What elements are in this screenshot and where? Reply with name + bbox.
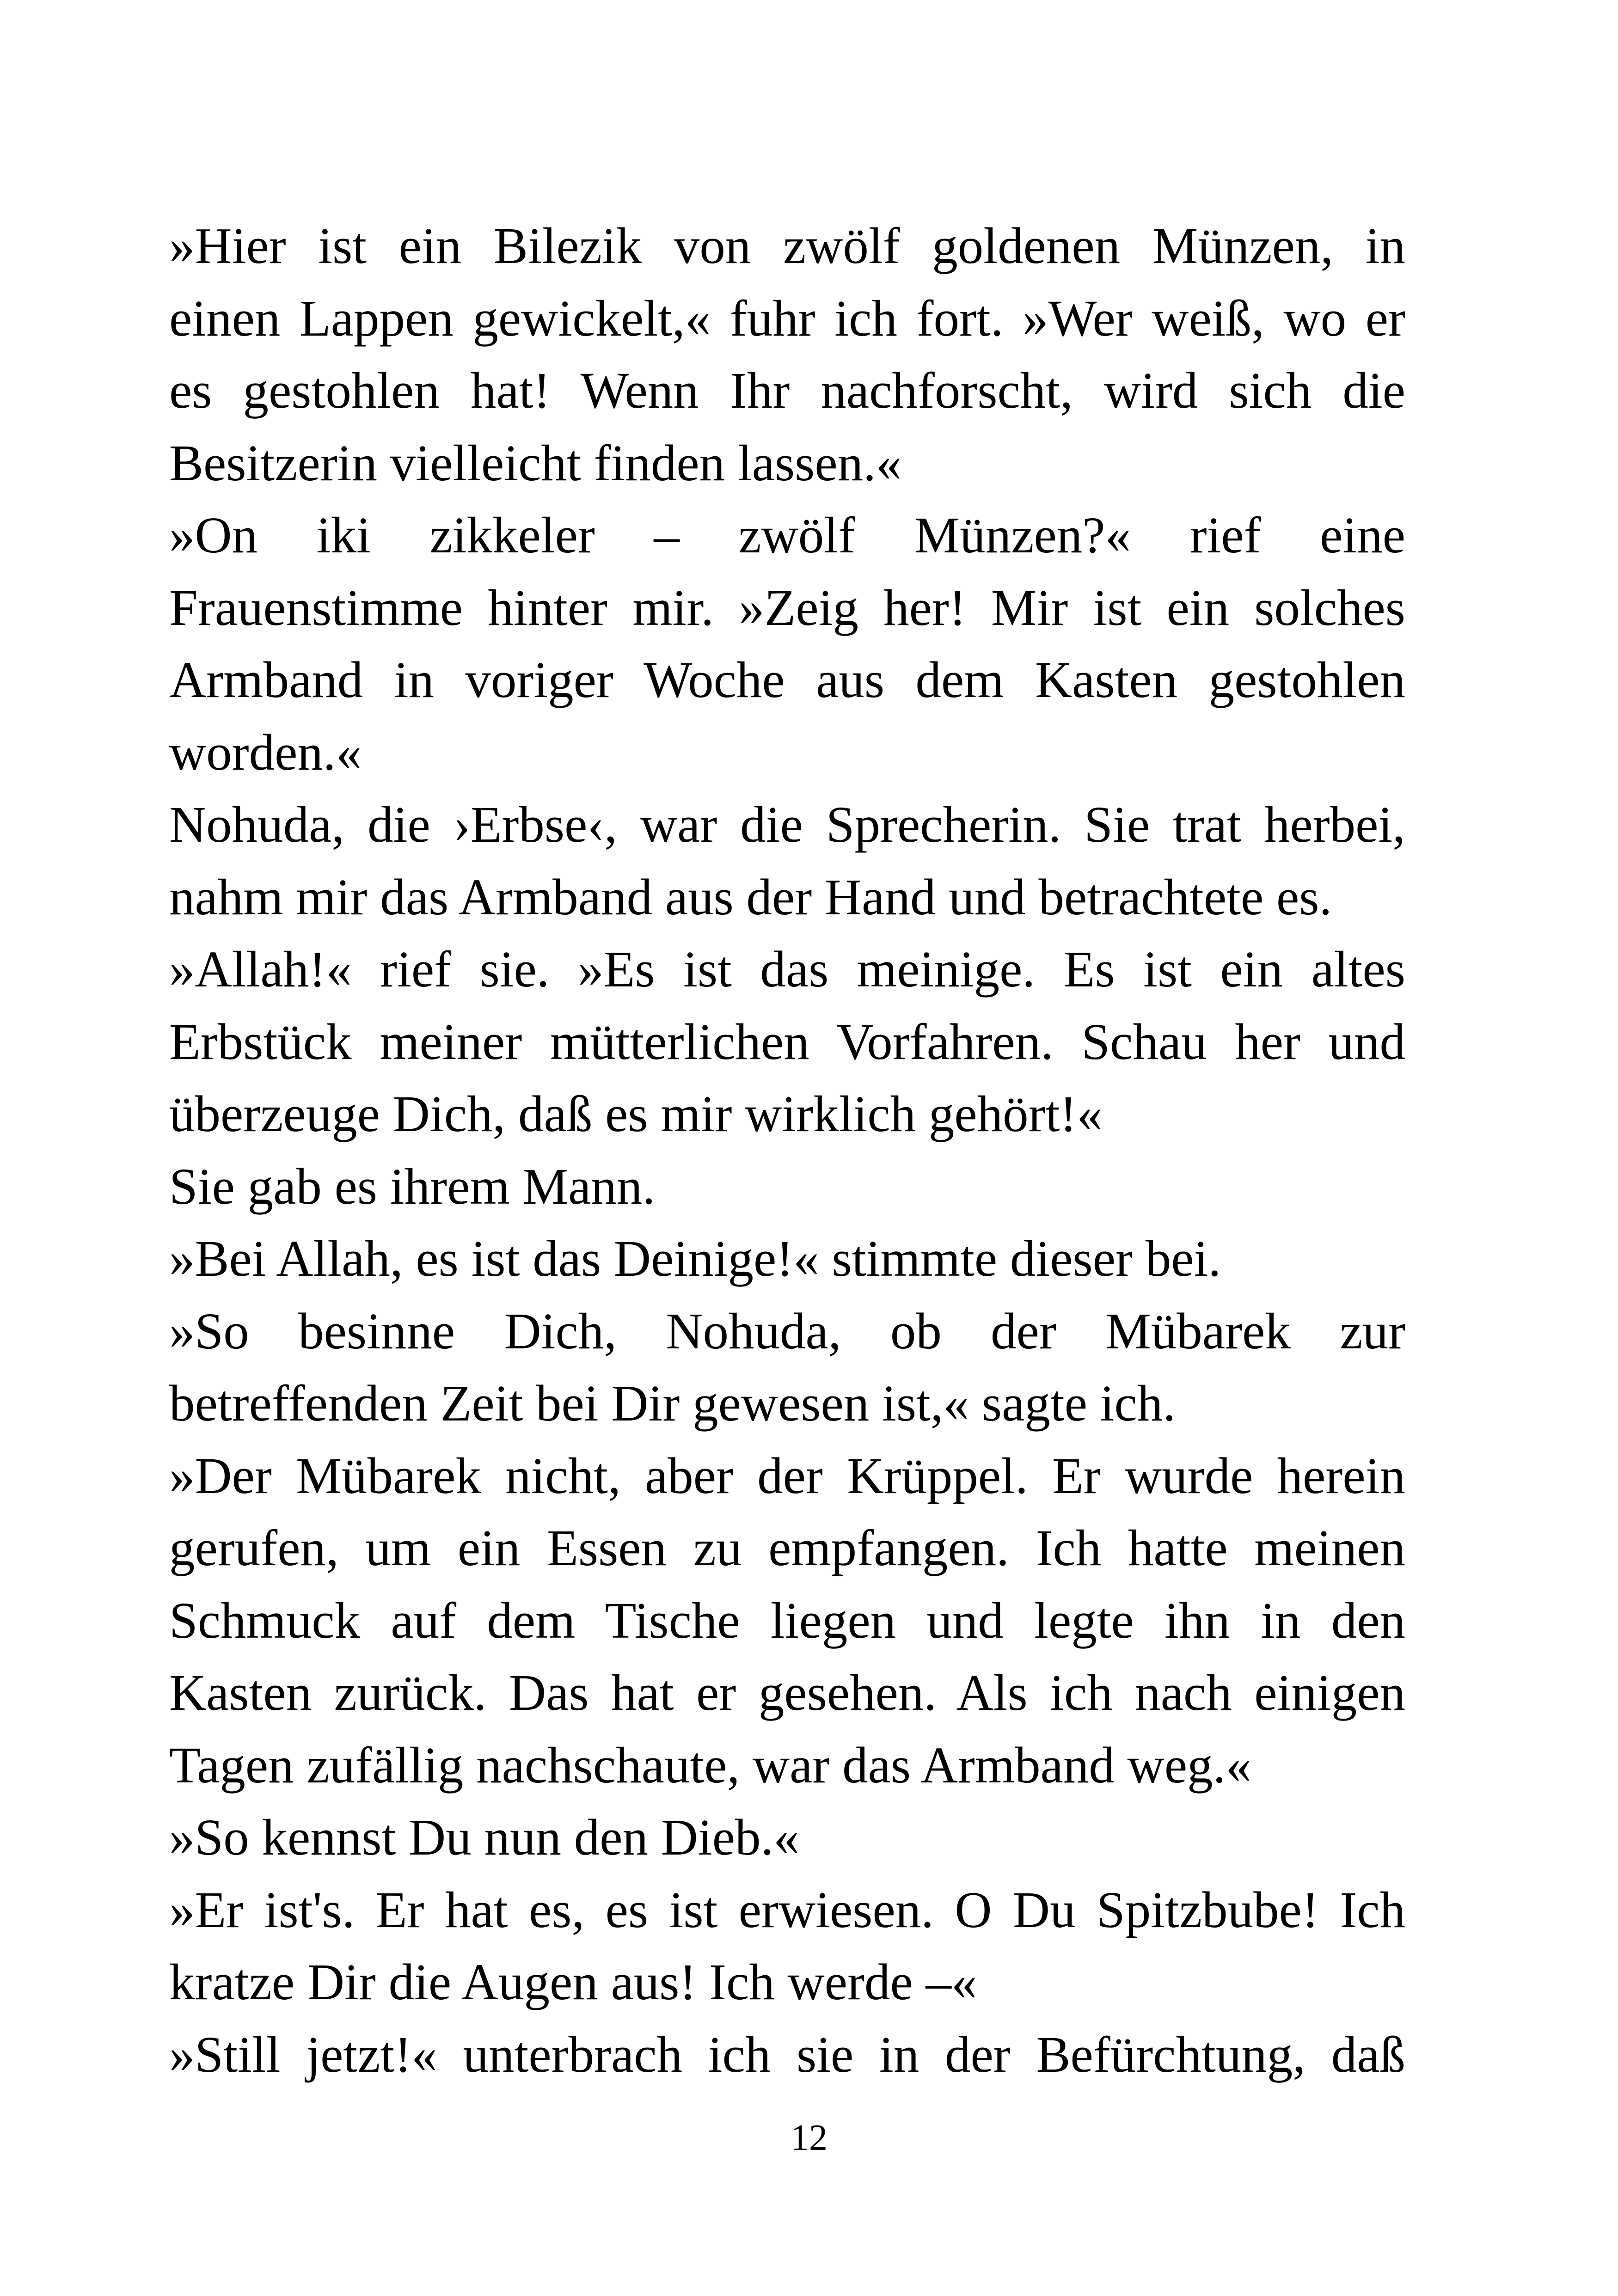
- text-line: überzeuge Dich, daß es mir wirklich gehört!«: [169, 1086, 1103, 1143]
- text-line: Kasten zurück. Das hat er gesehen. Als ich nach einigen: [169, 1665, 1405, 1721]
- body-text: [169, 210, 1405, 2091]
- text-line: Tagen zufällig nachschaute, war das Armband weg.«: [169, 1737, 1251, 1794]
- text-line: betreffenden Zeit bei Dir gewesen ist,« sagte ich.: [169, 1375, 1176, 1432]
- text-line: »On iki zikkeler – zwölf Münzen?« rief eine: [169, 507, 1405, 564]
- text-line: »Bei Allah, es ist das Deinige!« stimmte dieser bei.: [169, 1231, 1221, 1287]
- text-line: »So besinne Dich, Nohuda, ob der Mübarek zur: [169, 1303, 1405, 1360]
- text-line: »Allah!« rief sie. »Es ist das meinige. Es ist ein altes: [169, 941, 1405, 998]
- text-line: nahm mir das Armband aus der Hand und betrachtete es.: [169, 869, 1332, 926]
- text-line: Armband in voriger Woche aus dem Kasten gestohlen: [169, 652, 1405, 709]
- page-number: 12: [791, 2118, 827, 2158]
- text-line: Besitzerin vielleicht finden lassen.«: [169, 435, 902, 492]
- text-line: Sie gab es ihrem Mann.: [169, 1158, 656, 1215]
- text-line: »Hier ist ein Bilezik von zwölf goldenen Münzen, in: [169, 218, 1405, 275]
- text-line: Erbstück meiner mütterlichen Vorfahren. Schau her und: [169, 1013, 1405, 1071]
- text-line: kratze Dir die Augen aus! Ich werde –«: [169, 1954, 977, 2011]
- text-line: einen Lappen gewickelt,« fuhr ich fort. »Wer weiß, wo er: [169, 290, 1405, 347]
- text-line: »Der Mübarek nicht, aber der Krüppel. Er wurde herein: [169, 1447, 1405, 1505]
- text-line: »Still jetzt!« unterbrach ich sie in der Befürchtung, daß: [169, 2026, 1405, 2083]
- text-line: gerufen, um ein Essen zu empfangen. Ich hatte meinen: [169, 1520, 1405, 1577]
- text-line: es gestohlen hat! Wenn Ihr nachforscht, wird sich die: [169, 362, 1405, 419]
- text-line: Frauenstimme hinter mir. »Zeig her! Mir ist ein solches: [169, 579, 1405, 637]
- text-line: »Er ist's. Er hat es, es ist erwiesen. O Du Spitzbube! Ich: [169, 1881, 1405, 1939]
- text-line: worden.«: [169, 724, 362, 781]
- text-line: Nohuda, die ›Erbse‹, war die Sprecherin. Sie trat herbei,: [169, 796, 1405, 853]
- text-line: Schmuck auf dem Tische liegen und legte ihn in den: [169, 1592, 1405, 1649]
- text-line: »So kennst Du nun den Dieb.«: [169, 1809, 799, 1866]
